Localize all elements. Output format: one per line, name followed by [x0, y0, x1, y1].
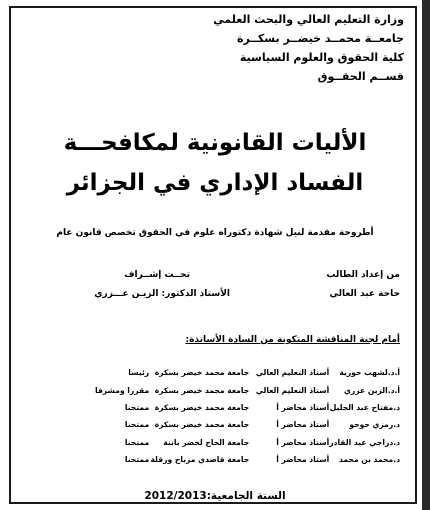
member-name: د.رمزي حوحو [349, 420, 400, 430]
supervisor-name: الأستاذ الدكتور: الزيـن عـــزري [94, 289, 230, 299]
committee-heading: أمام لجنة المناقشة المتكونة من السادة الأساتذة: [185, 335, 400, 345]
table-row [69, 381, 400, 398]
academic-year: السنة الجامعية:2012/2013 [144, 490, 286, 502]
faculty-name: كلية الحقوق والعلوم السياسية [239, 51, 404, 64]
table-row [69, 399, 400, 416]
member-name: د.محمد بن محمد [338, 455, 400, 465]
member-role: ممتحنا [124, 437, 150, 447]
member-role: ممتحنا [124, 455, 150, 465]
supervisor-label: تحــت إشــراف [124, 270, 190, 280]
member-institution: جامعة محمد خيضر بسكرة [154, 402, 250, 412]
member-rank: أستاذ محاضر أ [276, 420, 330, 430]
member-role: مقررا ومشرفا [94, 385, 150, 395]
member-institution: جامعة الحاج لخضر باتنة [163, 437, 250, 447]
member-rank: أستاذ محاضر أ [276, 437, 330, 447]
table-row [69, 416, 400, 433]
member-rank: أستاذ محاضر أ [276, 455, 330, 465]
thesis-title-line2: الفساد الإداري في الجزائر [66, 170, 364, 196]
member-name: د.مفتاح عبد الجليل [329, 402, 400, 412]
member-rank: أستاذ التعليم العالي [255, 385, 330, 395]
thesis-description: أطروحة مقدمة لنيل شهادة دكتوراه علوم في الحقوق تخصص قانون عام [56, 228, 374, 238]
department-name: قســم الحقــوق [317, 70, 404, 83]
table-row [69, 434, 400, 451]
table-row [69, 451, 400, 468]
member-name: أ.د.لشهب حورية [339, 368, 400, 378]
student-block [290, 266, 400, 304]
student-label: من إعداد الطالب [326, 270, 400, 280]
member-institution: جامعة محمد خيضر بسكرة [154, 385, 250, 395]
student-name: حاحة عبد العالي [329, 289, 400, 299]
institution-header [104, 10, 404, 86]
member-role: ممتحنا [124, 402, 150, 412]
committee-table [69, 364, 400, 468]
member-name: د.دراجي عبد القادر [329, 437, 400, 447]
member-rank: أستاذ محاضر أ [276, 402, 330, 412]
ministry-name: وزارة التعليم العالي والبحث العلمي [213, 13, 404, 26]
member-institution: جامعة محمد خيضر بسكرة [154, 368, 250, 378]
member-role: ممتحنا [124, 420, 150, 430]
member-institution: جامعة قاصدي مرباح ورقلة [150, 455, 250, 465]
thesis-title-line1: الأليات القانونية لمكافحـــة [63, 130, 367, 156]
page-edge-shadow [422, 0, 430, 510]
member-institution: جامعة محمد خيضر بسكرة [154, 420, 250, 430]
member-name: أ.د.الزين عزري [343, 385, 400, 395]
table-row [69, 364, 400, 381]
member-rank: أستاذ التعليم العالي [255, 368, 330, 378]
university-name: جامعــة محمــد خيضــر بسكــرة [237, 32, 404, 45]
supervisor-block [50, 266, 230, 304]
member-role: رئيسا [128, 368, 150, 378]
